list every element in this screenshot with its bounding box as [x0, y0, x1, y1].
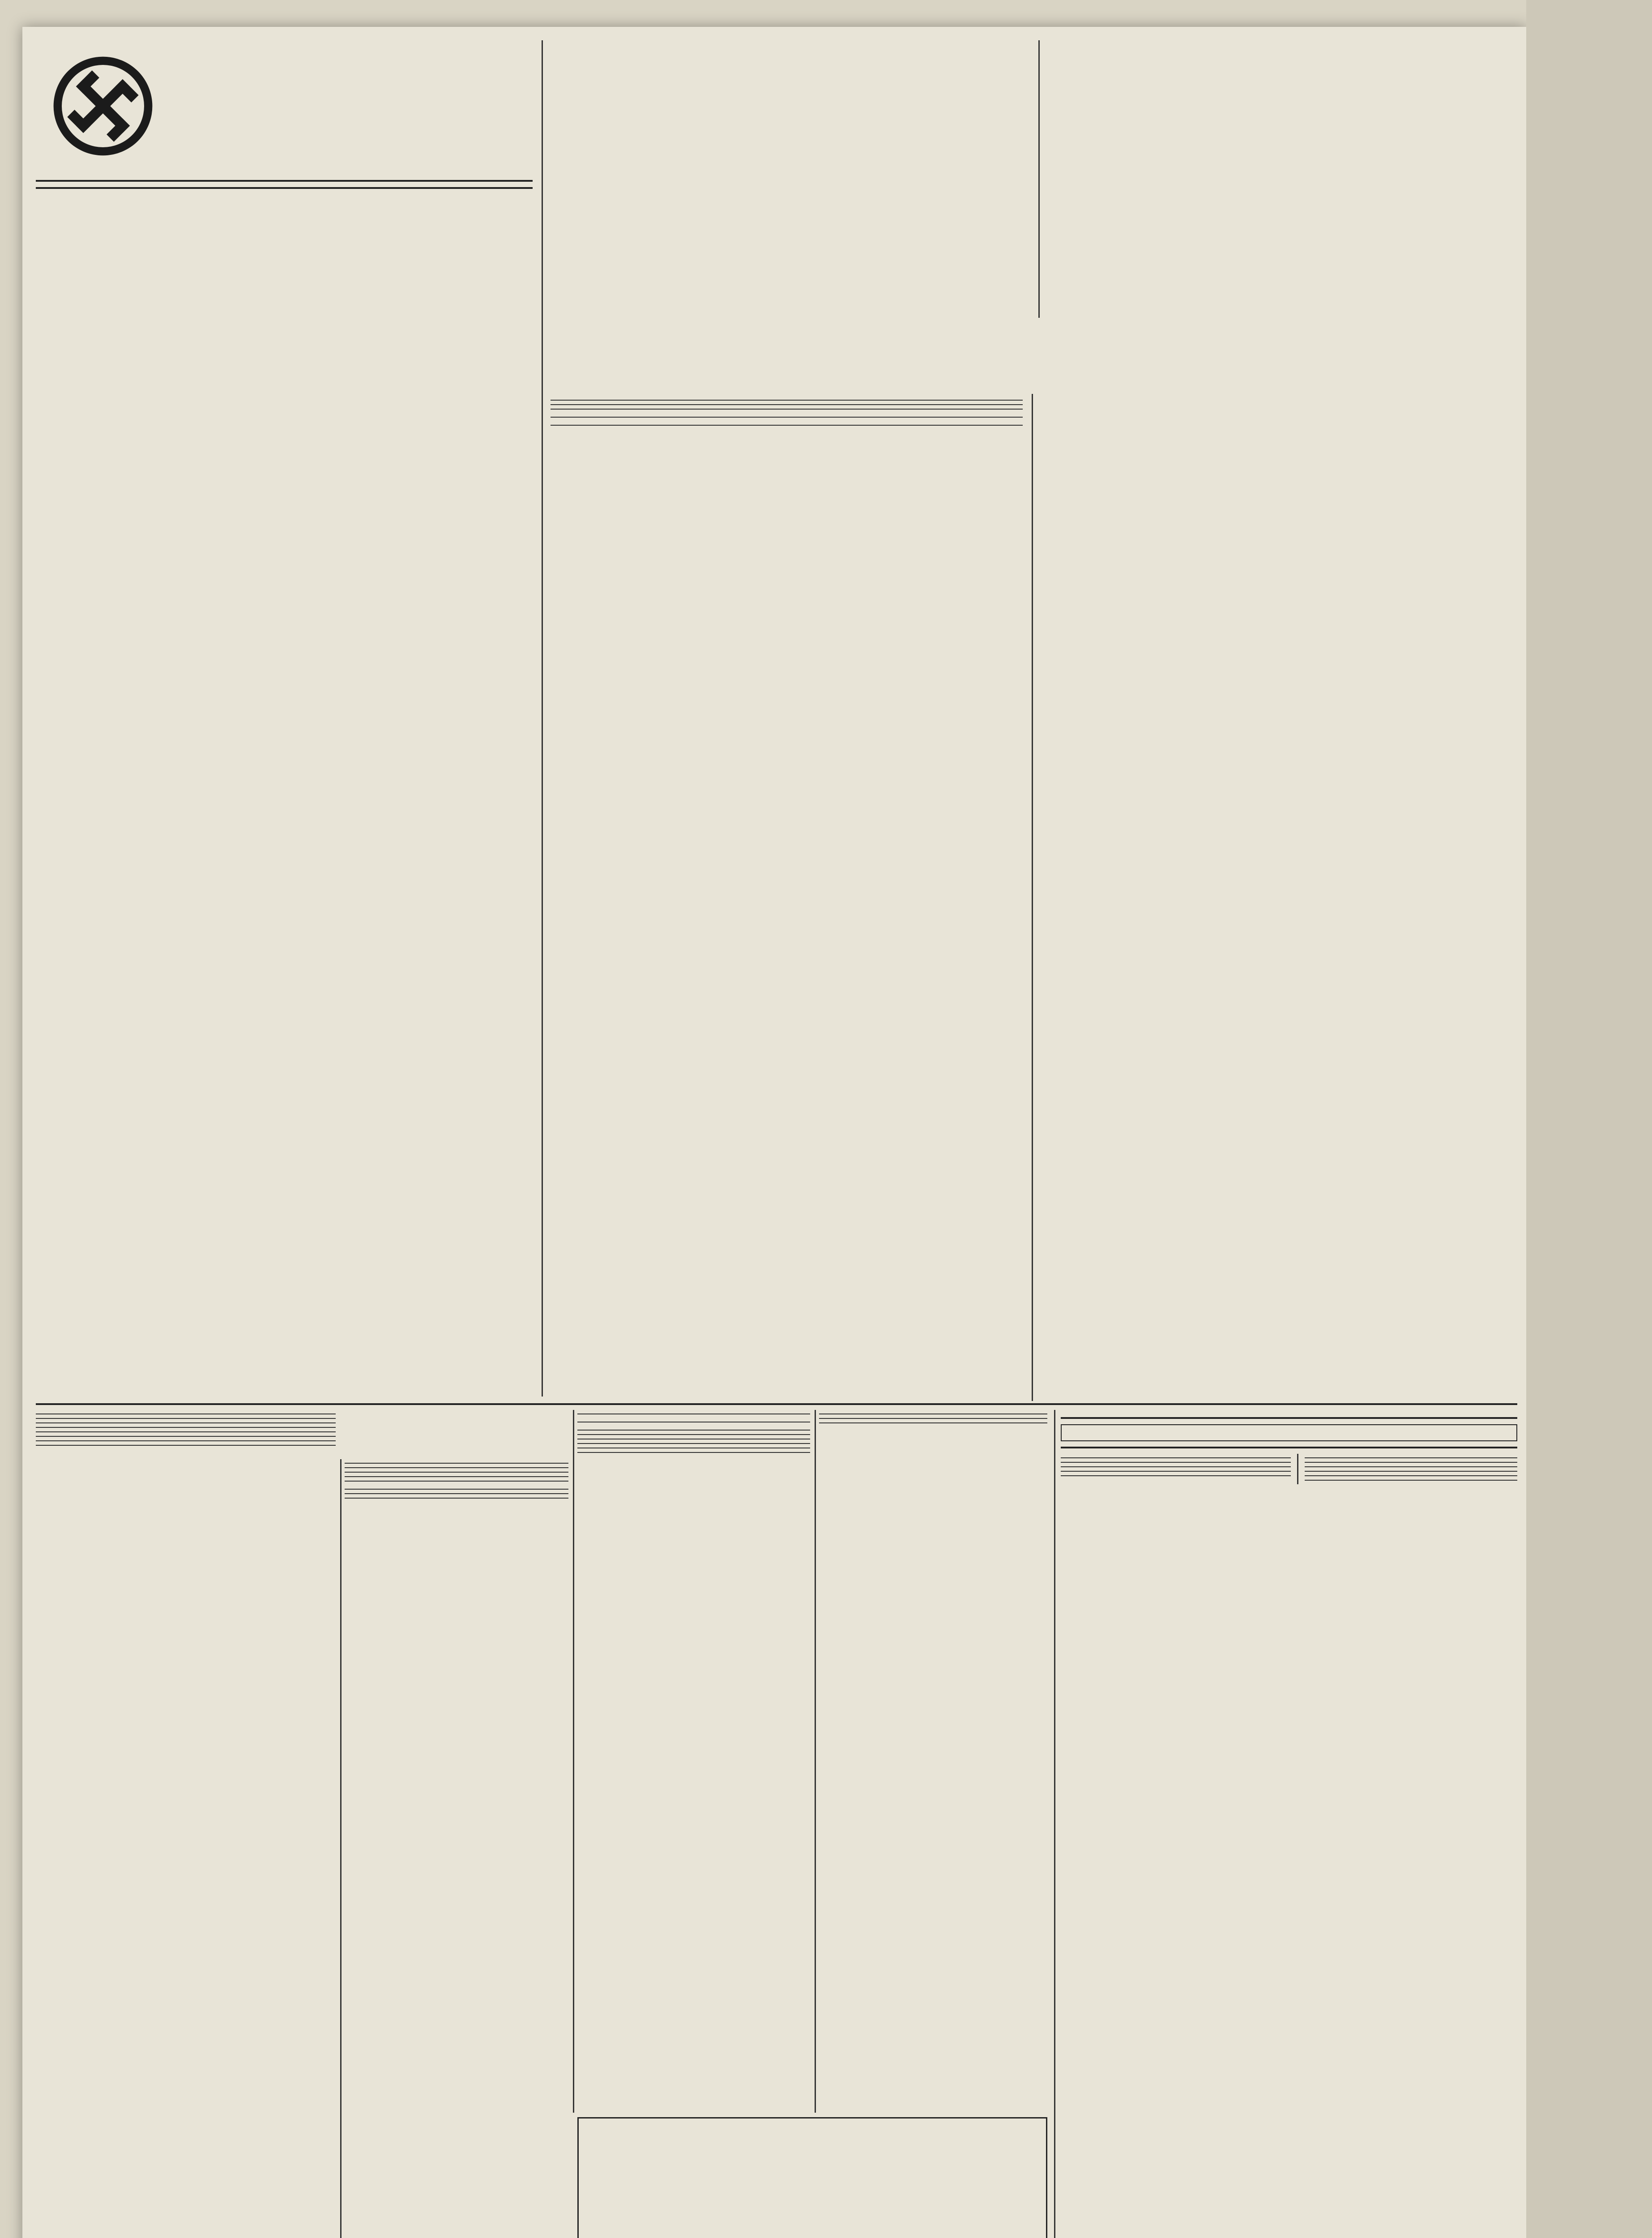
thin-rule	[551, 400, 1023, 401]
nsdap-notices	[36, 175, 533, 194]
column-divider	[542, 40, 543, 1397]
tuechtige-stenotypistin-ad	[1061, 1424, 1517, 1441]
column-3-top	[1047, 40, 1517, 318]
scan-margin	[1526, 0, 1652, 2238]
ad-rule	[577, 1434, 810, 1435]
sonderzuege-divider	[1032, 394, 1033, 1401]
ad-rule	[577, 1443, 810, 1444]
sonderzuege-left	[551, 396, 1023, 429]
sonderzuege-section	[551, 318, 1517, 1401]
ad-rule	[345, 1498, 568, 1499]
ad-rule	[36, 1436, 336, 1437]
ad-rule	[819, 1422, 1047, 1423]
ad-rule	[36, 1445, 336, 1446]
ads-column-3	[577, 1410, 810, 2113]
thin-rule	[551, 425, 1023, 426]
column-1	[36, 40, 533, 1405]
column-divider	[1038, 40, 1040, 318]
ad-rule	[1305, 1457, 1517, 1458]
ad-rule	[345, 1476, 568, 1477]
ads-column-5b	[1305, 1454, 1517, 1484]
ads-column-5-lower	[1061, 1454, 1517, 1484]
ad-rule	[819, 1418, 1047, 1419]
ads-column-1	[36, 1410, 336, 2238]
ad-rule	[36, 1440, 336, 1441]
thin-rule	[551, 417, 1023, 418]
ad-rule	[36, 1422, 336, 1423]
ad-rule	[1305, 1466, 1517, 1467]
party-emblem-icon	[51, 55, 154, 158]
ad-rule	[345, 1467, 568, 1468]
ad-rule	[345, 1493, 568, 1494]
sonderzug-314-block	[551, 425, 1023, 429]
ad-rule	[36, 1431, 336, 1432]
ads-column-5a	[1061, 1454, 1291, 1484]
ad-rule	[345, 1463, 568, 1464]
section-rule	[36, 187, 533, 189]
ads-column-5	[1061, 1410, 1517, 2238]
ad-rule	[1061, 1447, 1517, 1448]
oberinspektor-ad	[577, 2117, 1047, 2238]
ads-divider	[815, 1410, 816, 2113]
ad-rule	[345, 1481, 568, 1482]
ad-rule	[1305, 1471, 1517, 1472]
column-2-top	[551, 40, 1029, 318]
ad-rule	[1061, 1462, 1291, 1463]
ad-rule	[577, 1430, 810, 1431]
ad-rule	[1061, 1417, 1517, 1419]
ad-rule	[1061, 1475, 1291, 1476]
ad-rule	[1305, 1462, 1517, 1463]
ads-divider	[1297, 1454, 1298, 1484]
ad-rule	[577, 1452, 810, 1453]
thin-rule	[551, 404, 1023, 405]
ads-divider	[573, 1410, 574, 2113]
ad-rule	[1305, 1480, 1517, 1481]
ads-column-4	[819, 1410, 1047, 2113]
ad-rule	[36, 1418, 336, 1419]
ad-rule	[36, 1427, 336, 1428]
ad-rule	[1061, 1466, 1291, 1467]
ads-divider	[1054, 1410, 1055, 2238]
ads-divider	[340, 1459, 341, 2238]
ads-top-rule	[36, 1403, 1517, 1405]
thin-rule	[551, 409, 1023, 410]
ad-rule	[345, 1489, 568, 1490]
ad-rule	[1305, 1475, 1517, 1476]
sonderzug-330-block	[551, 409, 1023, 413]
section-rule	[36, 180, 533, 182]
sonderzug-306-block	[551, 417, 1023, 421]
ad-rule	[1061, 1457, 1291, 1458]
ad-rule	[1061, 1471, 1291, 1472]
ad-rule	[345, 1472, 568, 1473]
newspaper-page	[22, 27, 1526, 2238]
ads-column-2	[345, 1459, 568, 2238]
